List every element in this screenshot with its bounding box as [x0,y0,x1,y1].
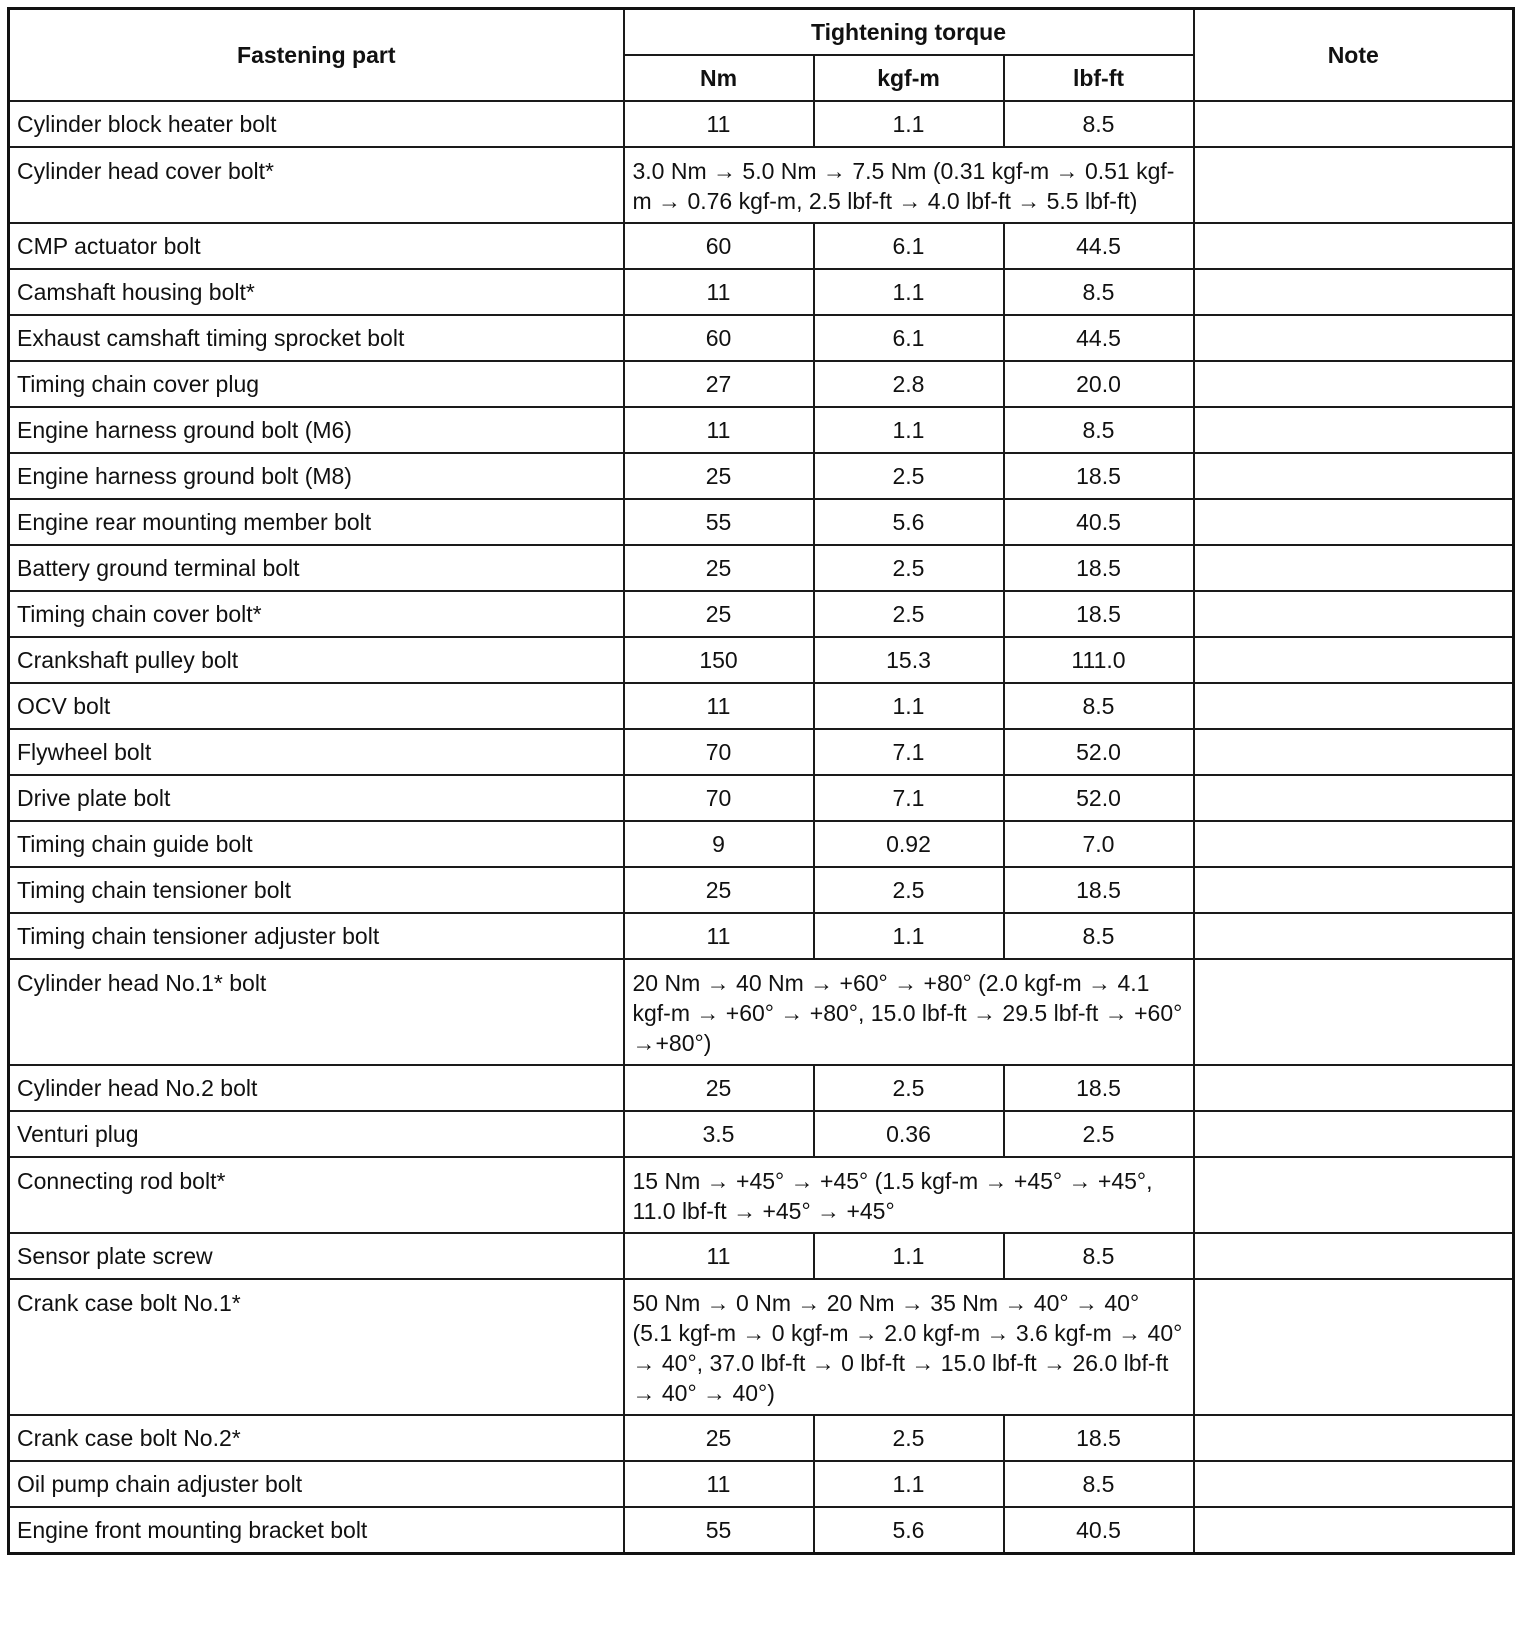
note-cell [1194,1111,1514,1157]
torque-nm-cell: 9 [624,821,814,867]
fastening-part-cell: OCV bolt [9,683,624,729]
torque-lbfft-cell: 7.0 [1004,821,1194,867]
table-row [9,545,1514,591]
torque-nm-cell: 11 [624,1461,814,1507]
table-body [9,101,1514,1554]
table-row [9,147,1514,223]
note-cell [1194,637,1514,683]
table-row [9,729,1514,775]
fastening-part-cell: Engine rear mounting member bolt [9,499,624,545]
note-cell [1194,101,1514,147]
header-nm: Nm [624,55,814,101]
fastening-part-cell: Crankshaft pulley bolt [9,637,624,683]
torque-nm-cell: 60 [624,315,814,361]
note-cell [1194,315,1514,361]
torque-nm-cell: 25 [624,453,814,499]
torque-table-container [7,7,1515,1555]
note-cell [1194,223,1514,269]
table-row [9,1233,1514,1279]
torque-nm-cell: 11 [624,913,814,959]
fastening-part-cell: Battery ground terminal bolt [9,545,624,591]
header-kgfm: kgf-m [814,55,1004,101]
torque-nm-cell: 27 [624,361,814,407]
torque-lbfft-cell: 20.0 [1004,361,1194,407]
torque-nm-cell: 25 [624,591,814,637]
torque-lbfft-cell: 18.5 [1004,867,1194,913]
header-fastening-part: Fastening part [9,9,624,102]
fastening-part-cell: Timing chain cover bolt* [9,591,624,637]
torque-sequence-cell: 15 Nm → +45° → +45° (1.5 kgf-m → +45° → +45°, 11.0 lbf-ft → +45° → +45° [624,1157,1194,1233]
fastening-part-cell: CMP actuator bolt [9,223,624,269]
torque-kgfm-cell: 2.8 [814,361,1004,407]
note-cell [1194,591,1514,637]
torque-kgfm-cell: 7.1 [814,775,1004,821]
fastening-part-cell: Cylinder head cover bolt* [9,147,624,223]
fastening-part-cell: Cylinder head No.1* bolt [9,959,624,1065]
torque-sequence-cell: 20 Nm → 40 Nm → +60° → +80° (2.0 kgf-m → 4.1 kgf-m → +60° → +80°, 15.0 lbf-ft → 29.5 lbf-ft → +60° →+80°) [624,959,1194,1065]
torque-nm-cell: 11 [624,1233,814,1279]
table-row [9,1065,1514,1111]
torque-lbfft-cell: 18.5 [1004,1415,1194,1461]
fastening-part-cell: Flywheel bolt [9,729,624,775]
torque-kgfm-cell: 2.5 [814,1415,1004,1461]
note-cell [1194,729,1514,775]
header-tightening-torque: Tightening torque [624,9,1194,56]
fastening-part-cell: Oil pump chain adjuster bolt [9,1461,624,1507]
torque-kgfm-cell: 1.1 [814,101,1004,147]
torque-nm-cell: 70 [624,729,814,775]
table-row [9,1111,1514,1157]
torque-nm-cell: 25 [624,867,814,913]
table-row [9,1461,1514,1507]
torque-nm-cell: 11 [624,683,814,729]
torque-kgfm-cell: 2.5 [814,591,1004,637]
torque-kgfm-cell: 1.1 [814,683,1004,729]
torque-lbfft-cell: 18.5 [1004,453,1194,499]
torque-lbfft-cell: 8.5 [1004,913,1194,959]
table-row [9,1507,1514,1554]
torque-lbfft-cell: 40.5 [1004,499,1194,545]
table-row [9,223,1514,269]
note-cell [1194,1279,1514,1415]
torque-kgfm-cell: 6.1 [814,223,1004,269]
torque-lbfft-cell: 44.5 [1004,223,1194,269]
torque-nm-cell: 55 [624,1507,814,1554]
torque-lbfft-cell: 8.5 [1004,269,1194,315]
note-cell [1194,867,1514,913]
torque-kgfm-cell: 5.6 [814,499,1004,545]
table-row [9,683,1514,729]
note-cell [1194,1415,1514,1461]
torque-kgfm-cell: 0.92 [814,821,1004,867]
torque-lbfft-cell: 8.5 [1004,683,1194,729]
note-cell [1194,683,1514,729]
note-cell [1194,1157,1514,1233]
fastening-part-cell: Engine harness ground bolt (M6) [9,407,624,453]
fastening-part-cell: Venturi plug [9,1111,624,1157]
table-row [9,453,1514,499]
table-row [9,315,1514,361]
torque-nm-cell: 70 [624,775,814,821]
note-cell [1194,1065,1514,1111]
torque-nm-cell: 150 [624,637,814,683]
table-row [9,867,1514,913]
torque-kgfm-cell: 15.3 [814,637,1004,683]
fastening-part-cell: Sensor plate screw [9,1233,624,1279]
torque-lbfft-cell: 52.0 [1004,775,1194,821]
torque-lbfft-cell: 8.5 [1004,1461,1194,1507]
table-row [9,821,1514,867]
torque-lbfft-cell: 40.5 [1004,1507,1194,1554]
note-cell [1194,913,1514,959]
table-row [9,407,1514,453]
table-row [9,591,1514,637]
torque-kgfm-cell: 1.1 [814,1233,1004,1279]
torque-kgfm-cell: 5.6 [814,1507,1004,1554]
fastening-part-cell: Drive plate bolt [9,775,624,821]
fastening-part-cell: Engine front mounting bracket bolt [9,1507,624,1554]
note-cell [1194,1507,1514,1554]
torque-sequence-cell: 3.0 Nm → 5.0 Nm → 7.5 Nm (0.31 kgf-m → 0.51 kgf-m → 0.76 kgf-m, 2.5 lbf-ft → 4.0 lbf-ft → 5.5 lbf-ft) [624,147,1194,223]
fastening-part-cell: Crank case bolt No.1* [9,1279,624,1415]
fastening-part-cell: Cylinder head No.2 bolt [9,1065,624,1111]
torque-kgfm-cell: 0.36 [814,1111,1004,1157]
header-note: Note [1194,9,1514,102]
fastening-part-cell: Timing chain cover plug [9,361,624,407]
fastening-part-cell: Engine harness ground bolt (M8) [9,453,624,499]
torque-kgfm-cell: 1.1 [814,1461,1004,1507]
torque-lbfft-cell: 8.5 [1004,1233,1194,1279]
torque-kgfm-cell: 1.1 [814,269,1004,315]
torque-nm-cell: 11 [624,269,814,315]
note-cell [1194,269,1514,315]
table-row [9,637,1514,683]
torque-lbfft-cell: 52.0 [1004,729,1194,775]
torque-kgfm-cell: 6.1 [814,315,1004,361]
fastening-part-cell: Camshaft housing bolt* [9,269,624,315]
torque-nm-cell: 60 [624,223,814,269]
torque-nm-cell: 25 [624,545,814,591]
torque-kgfm-cell: 1.1 [814,913,1004,959]
note-cell [1194,775,1514,821]
note-cell [1194,453,1514,499]
note-cell [1194,821,1514,867]
fastening-part-cell: Cylinder block heater bolt [9,101,624,147]
table-row [9,269,1514,315]
torque-kgfm-cell: 2.5 [814,453,1004,499]
torque-kgfm-cell: 1.1 [814,407,1004,453]
fastening-part-cell: Exhaust camshaft timing sprocket bolt [9,315,624,361]
torque-nm-cell: 11 [624,407,814,453]
note-cell [1194,959,1514,1065]
table-row [9,101,1514,147]
table-row [9,1157,1514,1233]
torque-lbfft-cell: 111.0 [1004,637,1194,683]
torque-nm-cell: 3.5 [624,1111,814,1157]
torque-nm-cell: 25 [624,1415,814,1461]
torque-kgfm-cell: 7.1 [814,729,1004,775]
table-header [9,9,1514,102]
table-row [9,361,1514,407]
fastening-part-cell: Crank case bolt No.2* [9,1415,624,1461]
table-row [9,1415,1514,1461]
torque-sequence-cell: 50 Nm → 0 Nm → 20 Nm → 35 Nm → 40° → 40° (5.1 kgf-m → 0 kgf-m → 2.0 kgf-m → 3.6 kgf-m → 40° → 40°, 37.0 lbf-ft → 0 lbf-ft → 15.0 lbf-ft → 26.0 lbf-ft → 40° → 40°) [624,1279,1194,1415]
table-row [9,775,1514,821]
note-cell [1194,545,1514,591]
torque-lbfft-cell: 8.5 [1004,407,1194,453]
torque-nm-cell: 11 [624,101,814,147]
table-row [9,959,1514,1065]
note-cell [1194,1233,1514,1279]
torque-lbfft-cell: 18.5 [1004,545,1194,591]
torque-kgfm-cell: 2.5 [814,867,1004,913]
fastening-part-cell: Timing chain guide bolt [9,821,624,867]
note-cell [1194,407,1514,453]
torque-kgfm-cell: 2.5 [814,545,1004,591]
torque-kgfm-cell: 2.5 [814,1065,1004,1111]
header-lbfft: lbf-ft [1004,55,1194,101]
table-row [9,913,1514,959]
torque-lbfft-cell: 2.5 [1004,1111,1194,1157]
table-row [9,1279,1514,1415]
torque-specification-table [7,7,1515,1555]
torque-nm-cell: 25 [624,1065,814,1111]
torque-lbfft-cell: 44.5 [1004,315,1194,361]
torque-lbfft-cell: 8.5 [1004,101,1194,147]
note-cell [1194,1461,1514,1507]
fastening-part-cell: Timing chain tensioner bolt [9,867,624,913]
fastening-part-cell: Timing chain tensioner adjuster bolt [9,913,624,959]
torque-lbfft-cell: 18.5 [1004,591,1194,637]
torque-lbfft-cell: 18.5 [1004,1065,1194,1111]
note-cell [1194,147,1514,223]
torque-nm-cell: 55 [624,499,814,545]
table-row [9,499,1514,545]
note-cell [1194,361,1514,407]
fastening-part-cell: Connecting rod bolt* [9,1157,624,1233]
note-cell [1194,499,1514,545]
